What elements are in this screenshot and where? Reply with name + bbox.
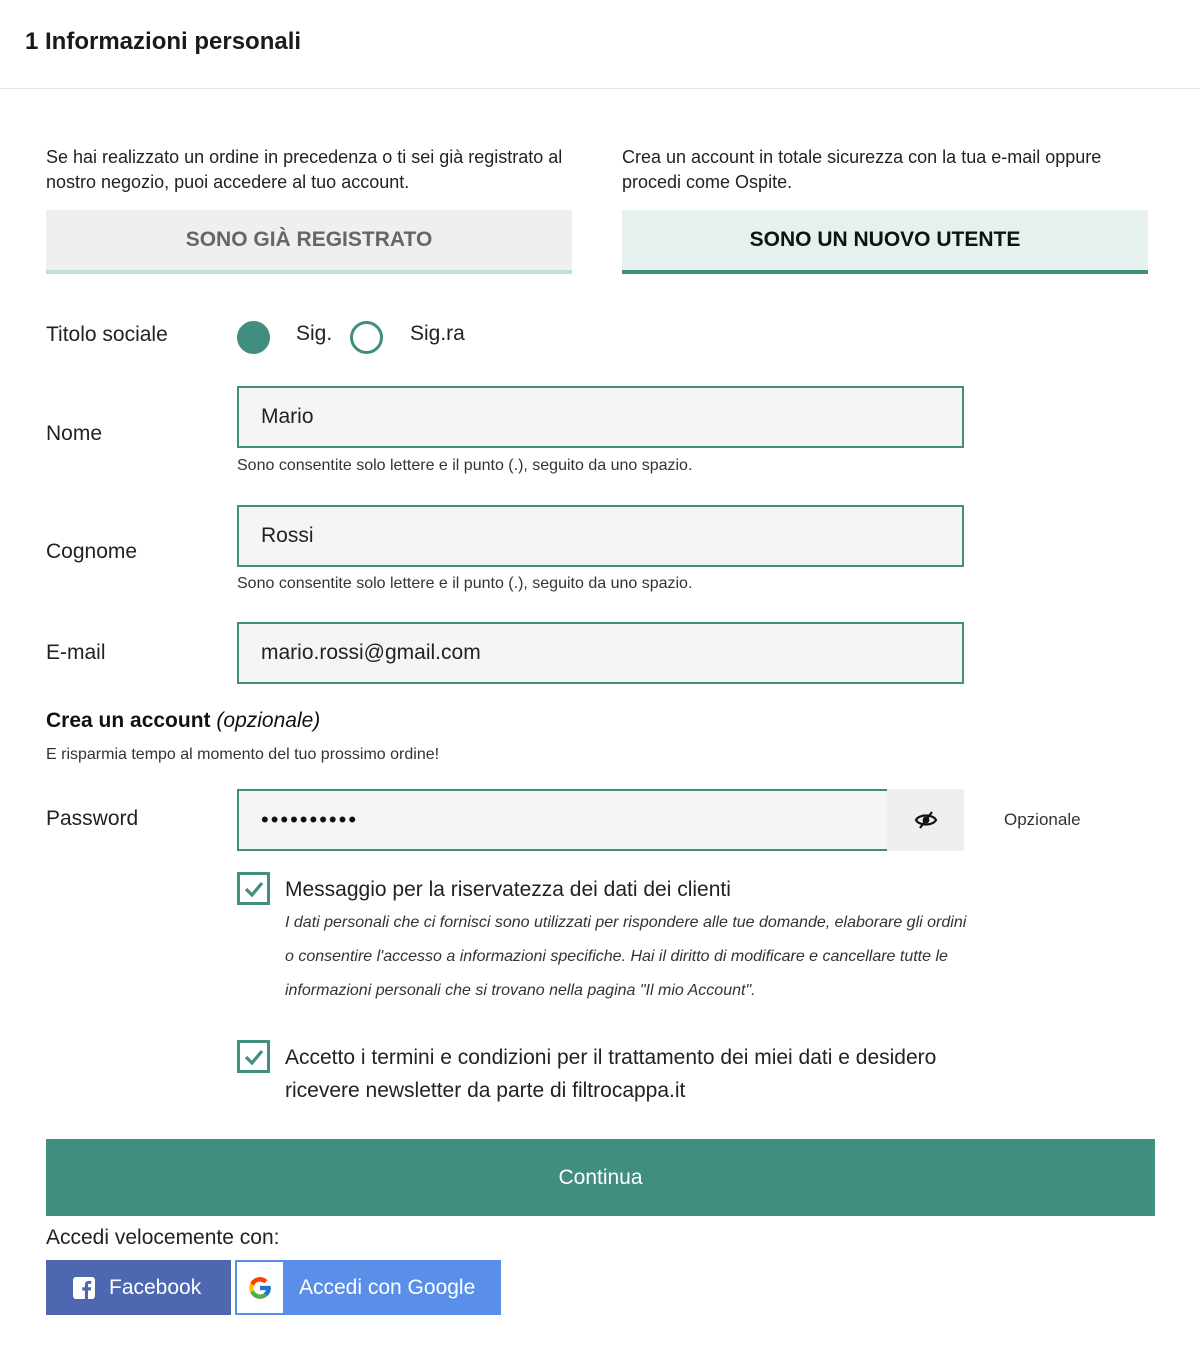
password-toggle-button[interactable] <box>887 789 964 851</box>
tab-registered[interactable]: SONO GIÀ REGISTRATO <box>46 210 572 274</box>
password-label: Password <box>46 807 139 830</box>
intro-registered-text: Se hai realizzato un ordine in precedenza o ti sei già registrato al nostro negozio, puoi accedere al tuo account. <box>46 147 563 192</box>
intro-new-user-text: Crea un account in totale sicurezza con la tua e-mail oppure procedi come Ospite. <box>622 147 1102 192</box>
last-name-hint: Sono consentite solo lettere e il punto (.), seguito da uno spazio. <box>237 575 693 592</box>
first-name-hint: Sono consentite solo lettere e il punto (.), seguito da uno spazio. <box>237 457 693 474</box>
create-account-heading-text: Crea un account <box>46 709 211 732</box>
email-label: E-mail <box>46 641 106 664</box>
radio-sig[interactable] <box>237 321 270 354</box>
first-name-label: Nome <box>46 422 103 445</box>
radio-sigra[interactable] <box>350 321 383 354</box>
facebook-login-label: Facebook <box>109 1275 202 1299</box>
password-field[interactable]: •••••••••• <box>237 789 887 851</box>
email-field[interactable]: mario.rossi@gmail.com <box>237 622 964 684</box>
last-name-field[interactable]: Rossi <box>237 505 964 567</box>
checkmark-icon <box>244 1049 264 1065</box>
create-account-subtext: E risparmia tempo al momento del tuo prossimo ordine! <box>46 746 440 763</box>
facebook-icon <box>73 1277 95 1299</box>
step-title: 1 Informazioni personali <box>25 28 302 55</box>
google-icon <box>247 1275 273 1301</box>
first-name-field[interactable]: Mario <box>237 386 964 448</box>
google-login-button[interactable] <box>235 1260 501 1315</box>
facebook-login-button[interactable] <box>46 1260 231 1315</box>
password-optional-note: Opzionale <box>1004 810 1081 829</box>
quick-login-label: Accedi velocemente con: <box>46 1226 280 1249</box>
google-login-label: Accedi con Google <box>299 1275 476 1299</box>
header-divider <box>0 88 1200 89</box>
privacy-title[interactable]: Messaggio per la riservatezza dei dati dei clienti <box>285 878 731 901</box>
create-account-optional: (opzionale) <box>216 709 321 732</box>
eye-slash-icon <box>914 810 938 830</box>
google-icon-box <box>237 1262 283 1313</box>
terms-checkbox[interactable] <box>237 1040 270 1073</box>
last-name-label: Cognome <box>46 540 138 563</box>
create-account-heading <box>46 709 320 733</box>
title-label: Titolo sociale <box>46 323 168 346</box>
tab-new-user[interactable]: SONO UN NUOVO UTENTE <box>622 210 1148 274</box>
terms-text[interactable]: Accetto i termini e condizioni per il trattamento dei miei dati e desidero ricevere newsletter da parte di filtrocappa.it <box>285 1046 937 1102</box>
radio-sigra-label[interactable]: Sig.ra <box>410 322 465 345</box>
checkmark-icon <box>244 881 264 897</box>
privacy-checkbox[interactable] <box>237 872 270 905</box>
radio-sig-label[interactable]: Sig. <box>296 322 333 345</box>
continue-button[interactable]: Continua <box>46 1139 1155 1216</box>
privacy-note: I dati personali che ci fornisci sono utilizzati per rispondere alle tue domande, elaborare gli ordini o consentire l'accesso a informazioni specifiche. Hai il diritto di modificare e cancellare tutte le informazioni personali che si trovano nella pagina "Il mio Account". <box>285 914 967 999</box>
